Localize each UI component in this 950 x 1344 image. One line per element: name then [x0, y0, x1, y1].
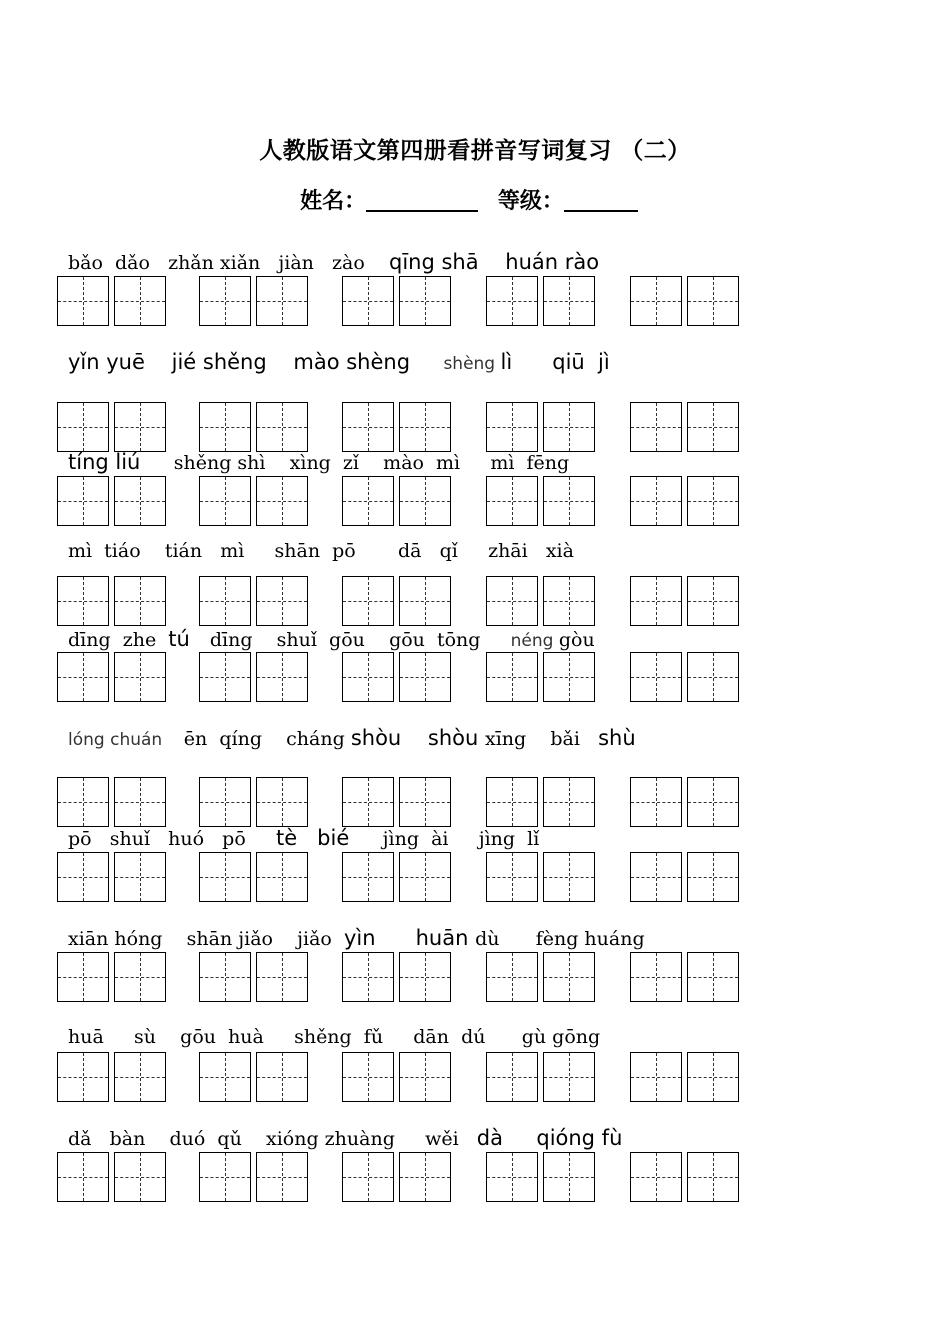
pinyin-line — [68, 250, 599, 274]
tianzige-box[interactable] — [543, 777, 595, 827]
tianzige-box[interactable] — [256, 1052, 308, 1102]
tianzige-box[interactable] — [399, 1152, 451, 1202]
tianzige-box[interactable] — [342, 777, 394, 827]
tianzige-box[interactable] — [342, 952, 394, 1002]
tianzige-box[interactable] — [342, 1052, 394, 1102]
tianzige-box[interactable] — [114, 777, 166, 827]
pinyin-word: xīng — [485, 728, 551, 750]
tianzige-row — [57, 576, 747, 626]
tianzige-box[interactable] — [256, 652, 308, 702]
tianzige-box[interactable] — [114, 652, 166, 702]
pinyin-word: shuǐ gōu — [276, 629, 390, 651]
tianzige-box[interactable] — [114, 1052, 166, 1102]
pinyin-word: bǎi — [550, 728, 599, 750]
pinyin-line — [68, 726, 636, 750]
tianzige-box[interactable] — [630, 476, 682, 526]
tianzige-box[interactable] — [57, 777, 109, 827]
tianzige-box[interactable] — [256, 476, 308, 526]
pinyin-word: shù — [598, 726, 636, 750]
pinyin-word: shěng fǔ — [294, 1026, 414, 1048]
tianzige-row — [57, 402, 747, 452]
tianzige-box[interactable] — [114, 476, 166, 526]
pinyin-line — [68, 926, 645, 950]
tianzige-box[interactable] — [486, 476, 538, 526]
pinyin-word: yìn — [343, 926, 416, 950]
pinyin-line — [68, 540, 574, 562]
pinyin-word: qióng fù — [536, 1126, 623, 1150]
tianzige-box[interactable] — [399, 402, 451, 452]
tianzige-row — [57, 476, 747, 526]
tianzige-box[interactable] — [543, 476, 595, 526]
tianzige-box[interactable] — [199, 852, 251, 902]
tianzige-box[interactable] — [687, 402, 739, 452]
pinyin-word: dīng — [209, 629, 277, 651]
pinyin-word: wěi — [425, 1128, 477, 1150]
pinyin-word: xióng zhuàng — [265, 1128, 426, 1150]
pinyin-word: cháng — [286, 728, 351, 750]
tianzige-box[interactable] — [399, 952, 451, 1002]
tianzige-box[interactable] — [399, 777, 451, 827]
pinyin-word: zhǎn xiǎn — [168, 252, 279, 274]
tianzige-box[interactable] — [687, 952, 739, 1002]
tianzige-box[interactable] — [543, 1052, 595, 1102]
pinyin-word: huán rào — [505, 250, 600, 274]
tianzige-box[interactable] — [57, 952, 109, 1002]
tianzige-box[interactable] — [630, 652, 682, 702]
pinyin-word: lì — [500, 350, 553, 374]
tianzige-box[interactable] — [630, 852, 682, 902]
pinyin-word: huó pō — [168, 828, 276, 850]
tianzige-box[interactable] — [543, 1152, 595, 1202]
tianzige-box[interactable] — [114, 852, 166, 902]
tianzige-box[interactable] — [114, 276, 166, 326]
tianzige-box[interactable] — [687, 1152, 739, 1202]
pinyin-word: jiàn zào — [278, 252, 389, 274]
tianzige-box[interactable] — [256, 777, 308, 827]
pinyin-word: shòu — [427, 726, 486, 750]
pinyin-word: chuán — [110, 730, 184, 750]
pinyin-word: jiǎo — [297, 928, 344, 950]
tianzige-box[interactable] — [543, 652, 595, 702]
tianzige-row — [57, 1052, 747, 1102]
pinyin-word: shān jiǎo — [186, 928, 298, 950]
tianzige-box[interactable] — [114, 576, 166, 626]
pinyin-word: shěng shì — [173, 452, 290, 474]
tianzige-row — [57, 852, 747, 902]
pinyin-word: gù gōng — [521, 1026, 601, 1048]
pinyin-word: jìng lǐ — [478, 828, 540, 850]
tianzige-box[interactable] — [57, 402, 109, 452]
tianzige-box[interactable] — [57, 1052, 109, 1102]
tianzige-box[interactable] — [399, 476, 451, 526]
tianzige-box[interactable] — [256, 576, 308, 626]
pinyin-word: shòu — [350, 726, 428, 750]
pinyin-word: dǎ bàn — [68, 1128, 170, 1150]
pinyin-word: mì tiáo — [68, 540, 165, 562]
tianzige-box[interactable] — [57, 652, 109, 702]
pinyin-word: mì fēng — [490, 452, 570, 474]
pinyin-word: jìng ài — [382, 828, 479, 850]
tianzige-box[interactable] — [342, 576, 394, 626]
tianzige-box[interactable] — [630, 1052, 682, 1102]
tianzige-row — [57, 652, 747, 702]
pinyin-word: fèng huáng — [535, 928, 645, 950]
pinyin-word: tú — [168, 627, 210, 651]
pinyin-word: yǐn yuē — [68, 350, 172, 374]
tianzige-box[interactable] — [199, 1052, 251, 1102]
pinyin-word: gòu — [558, 629, 595, 651]
tianzige-box[interactable] — [486, 576, 538, 626]
tianzige-box[interactable] — [399, 652, 451, 702]
pinyin-word: zhāi xià — [488, 540, 574, 562]
tianzige-box[interactable] — [687, 652, 739, 702]
tianzige-box[interactable] — [630, 576, 682, 626]
tianzige-box[interactable] — [399, 276, 451, 326]
tianzige-box[interactable] — [199, 777, 251, 827]
tianzige-box[interactable] — [114, 952, 166, 1002]
tianzige-box[interactable] — [57, 576, 109, 626]
tianzige-box[interactable] — [687, 476, 739, 526]
tianzige-box[interactable] — [114, 402, 166, 452]
name-label: 姓名： — [300, 188, 367, 214]
tianzige-box[interactable] — [486, 402, 538, 452]
tianzige-box[interactable] — [256, 1152, 308, 1202]
tianzige-box[interactable] — [687, 276, 739, 326]
pinyin-word: duó qǔ — [169, 1128, 266, 1150]
tianzige-box[interactable] — [630, 952, 682, 1002]
tianzige-box[interactable] — [486, 276, 538, 326]
pinyin-line — [68, 826, 539, 850]
name-blank[interactable] — [366, 188, 478, 212]
tianzige-box[interactable] — [486, 777, 538, 827]
tianzige-box[interactable] — [199, 952, 251, 1002]
tianzige-box[interactable] — [543, 276, 595, 326]
tianzige-box[interactable] — [342, 476, 394, 526]
tianzige-box[interactable] — [114, 1152, 166, 1202]
tianzige-box[interactable] — [399, 576, 451, 626]
tianzige-box[interactable] — [543, 576, 595, 626]
tianzige-box[interactable] — [687, 1052, 739, 1102]
pinyin-word: lóng — [68, 730, 111, 750]
tianzige-box[interactable] — [630, 1152, 682, 1202]
pinyin-word: jié shěng — [171, 350, 294, 374]
tianzige-box[interactable] — [199, 1152, 251, 1202]
tianzige-box[interactable] — [630, 276, 682, 326]
tianzige-box[interactable] — [630, 777, 682, 827]
tianzige-box[interactable] — [486, 952, 538, 1002]
pinyin-word: dīng zhe — [68, 629, 169, 651]
pinyin-word: dà — [476, 1126, 537, 1150]
tianzige-box[interactable] — [630, 402, 682, 452]
tianzige-box[interactable] — [342, 652, 394, 702]
name-grade-line — [0, 184, 950, 215]
pinyin-word: néng — [510, 631, 559, 651]
pinyin-line — [68, 450, 569, 474]
tianzige-box[interactable] — [57, 476, 109, 526]
tianzige-box[interactable] — [543, 852, 595, 902]
tianzige-row — [57, 952, 747, 1002]
tianzige-box[interactable] — [687, 576, 739, 626]
tianzige-box[interactable] — [486, 1052, 538, 1102]
tianzige-box[interactable] — [342, 852, 394, 902]
tianzige-box[interactable] — [543, 402, 595, 452]
tianzige-box[interactable] — [342, 1152, 394, 1202]
tianzige-box[interactable] — [399, 852, 451, 902]
tianzige-box[interactable] — [199, 576, 251, 626]
tianzige-box[interactable] — [486, 852, 538, 902]
pinyin-word: gōu huà — [180, 1026, 295, 1048]
pinyin-line — [68, 1026, 600, 1048]
pinyin-word: xiān hóng — [68, 928, 187, 950]
tianzige-box[interactable] — [57, 276, 109, 326]
pinyin-word: dù — [475, 928, 536, 950]
pinyin-word: bǎo dǎo — [68, 252, 169, 274]
pinyin-word: shā — [441, 250, 506, 274]
tianzige-box[interactable] — [543, 952, 595, 1002]
pinyin-word: huā sù — [68, 1026, 181, 1048]
pinyin-word: dā qǐ — [398, 540, 489, 562]
tianzige-row — [57, 1152, 747, 1202]
tianzige-box[interactable] — [256, 276, 308, 326]
pinyin-word: shān pō — [274, 540, 399, 562]
pinyin-word: dān dú — [413, 1026, 522, 1048]
pinyin-word: huān — [415, 926, 476, 950]
pinyin-word: gōu tōng — [389, 629, 511, 651]
grade-blank[interactable] — [564, 188, 638, 212]
pinyin-word: tè bié — [275, 826, 383, 850]
tianzige-box[interactable] — [199, 402, 251, 452]
pinyin-word: mào mì — [383, 452, 491, 474]
tianzige-row — [57, 276, 747, 326]
tianzige-box[interactable] — [486, 1152, 538, 1202]
pinyin-word: xìng zǐ — [289, 452, 384, 474]
pinyin-line — [68, 1126, 622, 1150]
tianzige-box[interactable] — [199, 652, 251, 702]
tianzige-box[interactable] — [486, 652, 538, 702]
pinyin-word: ēn qíng — [183, 728, 287, 750]
pinyin-word: shèng — [443, 354, 501, 374]
tianzige-box[interactable] — [57, 852, 109, 902]
tianzige-box[interactable] — [57, 1152, 109, 1202]
pinyin-word: qiū jì — [552, 350, 610, 374]
pinyin-word: mào shèng — [293, 350, 444, 374]
grade-label: 等级： — [497, 188, 564, 214]
tianzige-box[interactable] — [399, 1052, 451, 1102]
tianzige-box[interactable] — [342, 402, 394, 452]
tianzige-box[interactable] — [256, 852, 308, 902]
tianzige-box[interactable] — [256, 402, 308, 452]
tianzige-row — [57, 777, 747, 827]
tianzige-box[interactable] — [342, 276, 394, 326]
pinyin-word: tián mì — [164, 540, 275, 562]
pinyin-word: qīng — [388, 250, 442, 274]
pinyin-word: tíng liú — [68, 450, 174, 474]
tianzige-box[interactable] — [256, 952, 308, 1002]
tianzige-box[interactable] — [199, 476, 251, 526]
pinyin-line — [68, 627, 595, 651]
worksheet-title: 人教版语文第四册看拼音写词复习 （二） — [259, 137, 691, 164]
tianzige-box[interactable] — [687, 852, 739, 902]
tianzige-box[interactable] — [687, 777, 739, 827]
pinyin-word: pō shuǐ — [68, 828, 169, 850]
pinyin-line — [68, 350, 610, 374]
tianzige-box[interactable] — [199, 276, 251, 326]
